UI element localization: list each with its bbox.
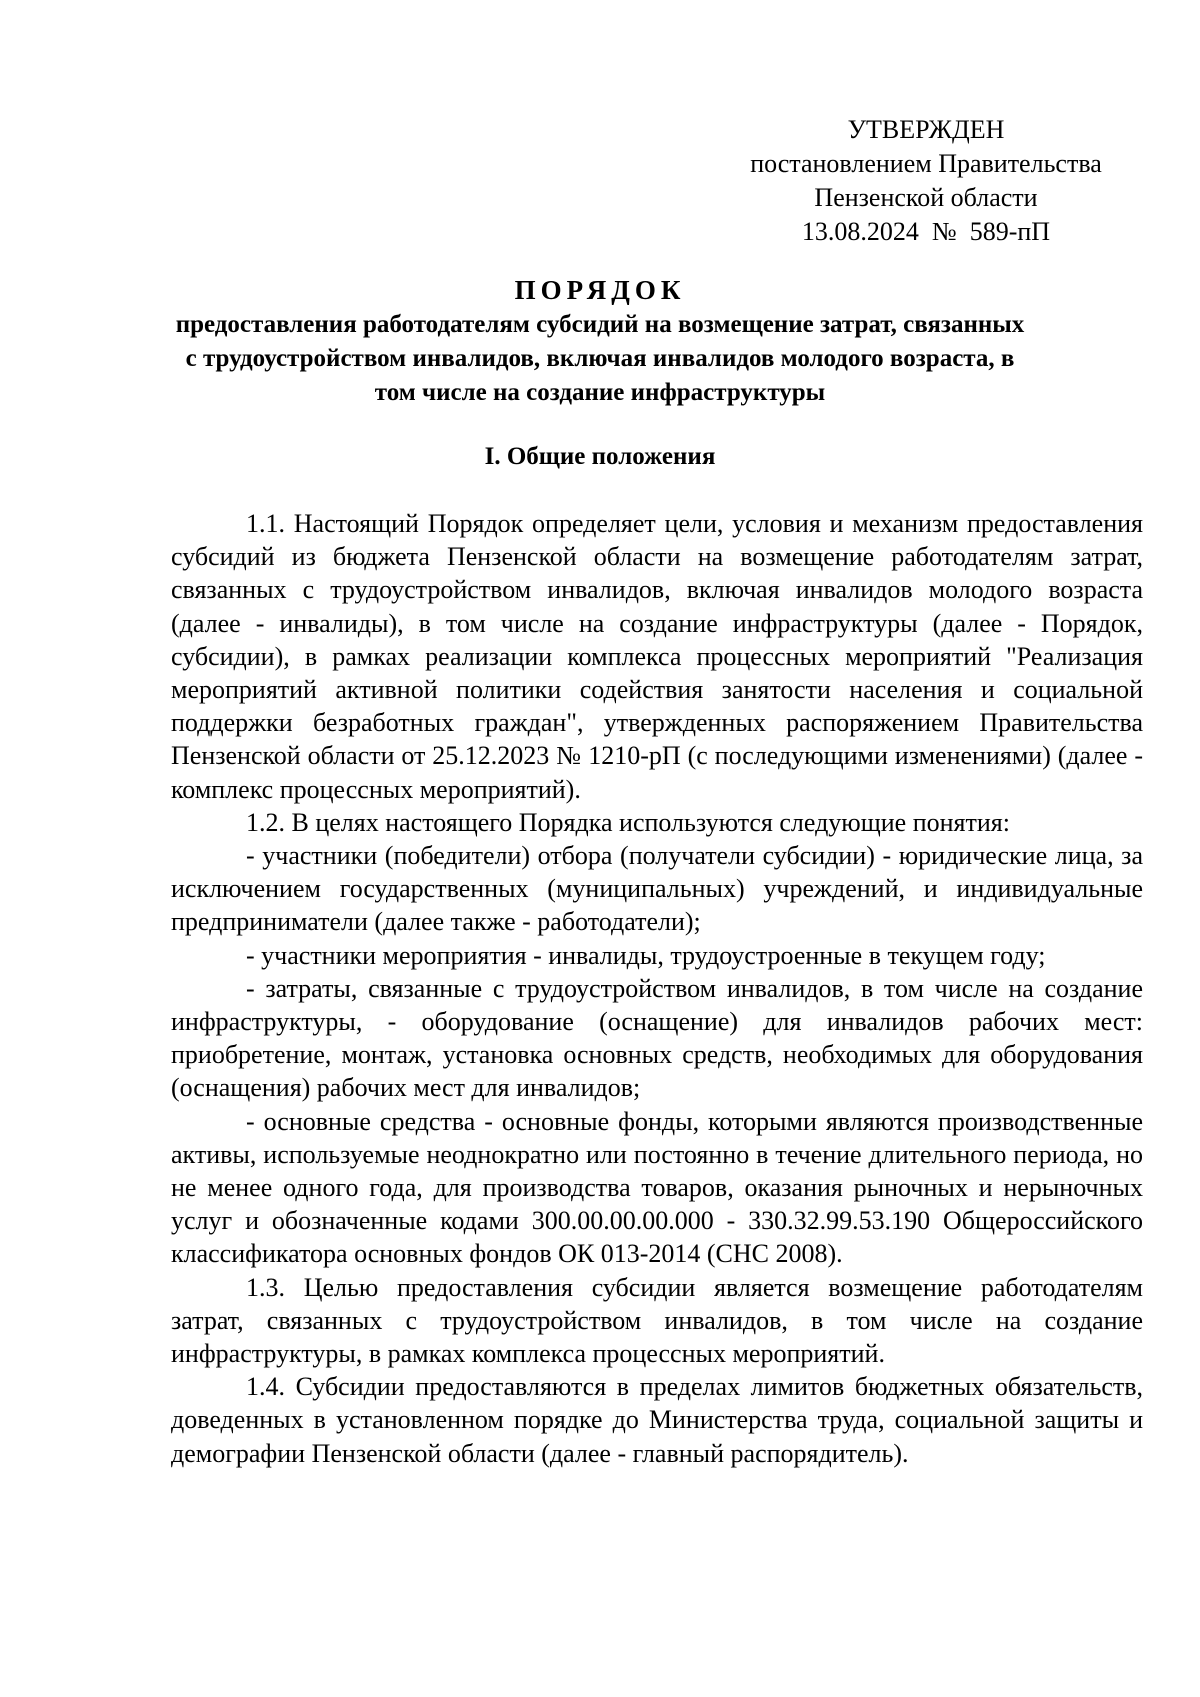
document-subtitle: предоставления работодателям субсидий на возмещение затрат, связанных с трудоустройством инвалидов, включая инвалидов молодого возраста, в том числе на создание инфраструктуры <box>175 311 1025 406</box>
document-header <box>170 272 1030 410</box>
approval-region: Пензенской области <box>814 183 1038 212</box>
definition-event-participants: - участники мероприятия - инвалиды, трудоустроенные в текущем году; <box>246 940 1046 970</box>
document-title: ПОРЯДОК <box>514 275 686 305</box>
definition-fixed-assets: - основные средства - основные фонды, которыми являются производственные активы, используемые неоднократно или постоянно в течение длительного периода, но не менее одного года, для производства товаров, оказания рыночных и нерыночных услуг и обозначенные кодами 300.00.00.00.000 - 330.32.99.53.190 Общероссийского классификатора основных фондов ОК 013-2014 (СНС 2008). <box>171 1106 1143 1269</box>
document-body <box>171 507 1143 1470</box>
paragraph-1-2: 1.2. В целях настоящего Порядка используются следующие понятия: <box>246 807 1010 837</box>
approval-status: УТВЕРЖДЕН <box>847 115 1005 144</box>
approval-date-number: 13.08.2024 № 589-пП <box>801 217 1051 246</box>
definition-costs: - затраты, связанные с трудоустройством инвалидов, в том числе на создание инфраструктуры, - оборудование (оснащение) для инвалидов рабочих мест: приобретение, монтаж, установка основных средств, необходимых для оборудования (оснащения) рабочих мест для инвалидов; <box>171 973 1143 1103</box>
paragraph-1-3: 1.3. Целью предоставления субсидии является возмещение работодателям затрат, связанных с трудоустройством инвалидов, в том числе на создание инфраструктуры, в рамках комплекса процессных мероприятий. <box>171 1272 1143 1369</box>
paragraph-1-4: 1.4. Субсидии предоставляются в пределах лимитов бюджетных обязательств, доведенных в установленном порядке до Министерства труда, социальной защиты и демографии Пензенской области (далее - главный распорядитель). <box>171 1372 1143 1468</box>
section-heading: I. Общие положения <box>484 443 716 470</box>
approval-stamp-block <box>722 113 1130 249</box>
paragraph-1-1: 1.1. Настоящий Порядок определяет цели, условия и механизм предоставления субсидий из бюджета Пензенской области на возмещение работодателям затрат, связанных с трудоустройством инвалидов, включая инвалидов молодого возраста (далее - инвалиды), в том числе на создание инфраструктуры (далее - Порядок, субсидии), в рамках реализации комплекса процессных мероприятий "Реализация мероприятий активной политики содействия занятости населения и социальной поддержки безработных граждан", утвержденных распоряжением Правительства Пензенской области от 25.12.2023 № 1210-рП (с последующими изменениями) (далее - комплекс процессных мероприятий). <box>171 509 1143 804</box>
definition-participants: - участники (победители) отбора (получатели субсидии) - юридические лица, за исключением государственных (муниципальных) учреждений, и индивидуальные предприниматели (далее также - работодатели); <box>171 841 1143 937</box>
approval-authority: постановлением Правительства <box>750 149 1102 178</box>
